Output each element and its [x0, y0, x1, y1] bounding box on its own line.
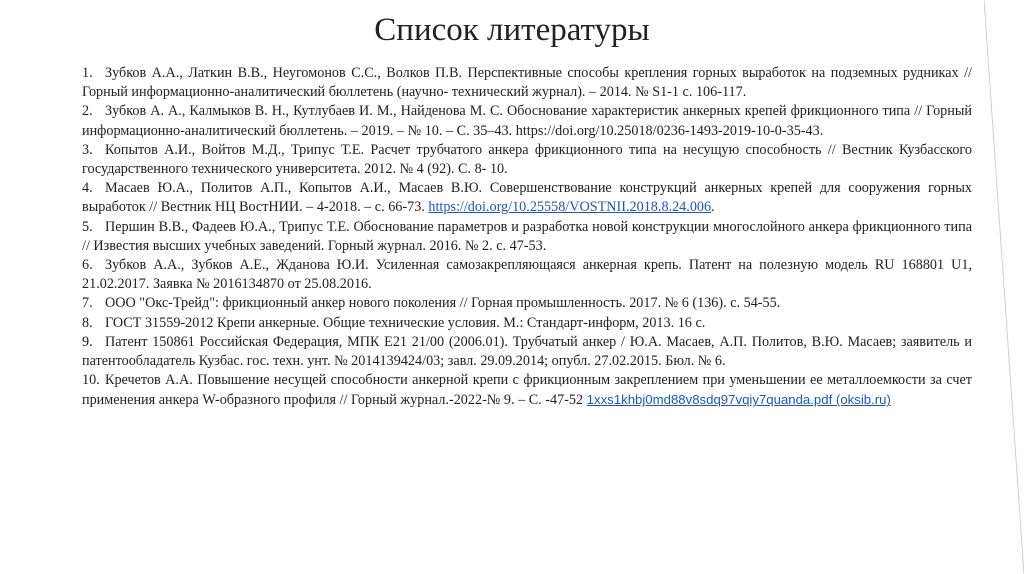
list-item: [82, 141, 972, 179]
list-item: [82, 179, 972, 217]
list-item: [82, 102, 972, 140]
reference-text: Зубков А.А., Зубков А.Е., Жданова Ю.И. Усиленная самозакрепляющаяся анкерная крепь. Патент на полезную модель RU 168801 U1, 21.02.2017. Заявка № 2016134870 от 25.08.2016.: [82, 257, 972, 293]
list-item: [82, 256, 972, 294]
list-item: [82, 294, 972, 313]
reference-number: 1.: [82, 65, 93, 81]
reference-text: Масаев Ю.А., Политов А.П., Копытов А.И., Масаев В.Ю. Совершенствование конструкций анкерных крепей для сооружения горных выработок // Вестник НЦ ВостНИИ. – 4-2018. – с. 66-73.: [82, 180, 972, 216]
reference-number: 4.: [82, 180, 93, 197]
reference-number: 2.: [82, 103, 93, 120]
reference-number: 5.: [82, 218, 93, 235]
reference-text: Кречетов А.А. Повышение несущей способности анкерной крепи с фрикционным закреплением при уменьшении ее металлоемкости за счет применения анкера W-образного профиля // Горный журнал.-2022-№ 9. – С. -47-52: [82, 372, 972, 409]
reference-number: 6.: [82, 257, 93, 274]
list-item: [82, 218, 972, 256]
reference-text: Копытов А.И., Войтов М.Д., Трипус Т.Е. Расчет трубчатого анкера фрикционного типа на несущую способность // Вестник Кузбасского государственного технического университета. 2012. № 4 (92). С. 8- 10.: [82, 141, 972, 178]
reference-text: Зубков А. А., Калмыков В. Н., Кутлубаев И. М., Найденова М. С. Обоснование характеристик анкерных крепей фрикционного типа // Горный информационно-аналитический бюллетень. – 2019. – № 10. – С. 35–43. https://doi.org/10.25018/0236-1493-2019-10-0-35-43.: [82, 103, 972, 139]
doi-link[interactable]: https://doi.org/10.25558/VOSTNII.2018.8.24.006: [428, 199, 712, 216]
list-item: [82, 333, 972, 371]
reference-text: Першин В.В., Фадеев Ю.А., Трипус Т.Е. Обоснование параметров и разработка новой конструкции многослойного анкера фрикционного типа // Известия высших учебных заведений. Горный журнал. 2016. № 2. с. 47-53.: [82, 218, 972, 254]
reference-text: ООО "Окс-Трейд": фрикционный анкер нового поколения // Горная промышленность. 2017. № 6 (136). с. 54-55.: [105, 295, 781, 312]
list-item: [82, 371, 972, 410]
reference-number: 9.: [82, 333, 93, 350]
reference-text-end: .: [711, 199, 715, 216]
decorative-corner-line: [984, 0, 1024, 574]
pdf-link[interactable]: 1xxs1khbj0md88v8sdq97vqiy7quanda.pdf (oksib.ru): [586, 392, 891, 408]
reference-text: Зубков А.А., Латкин В.В., Неугомонов С.С., Волков П.В. Перспективные способы крепления горных выработок на подземных рудниках // Горный информационно-аналитический бюллетень (научно- технический журнал). – 2014. № S1-1 с. 106-117.: [82, 65, 972, 101]
reference-number: 10.: [82, 372, 100, 389]
reference-text: Патент 150861 Российская Федерация, МПК E21 21/00 (2006.01). Трубчатый анкер / Ю.А. Масаев, А.П. Политов, В.Ю. Масаев; заявитель и патентообладатель Кузбас. гос. техн. унт. № 2014139424/03; завл. 29.09.2014; опубл. 27.02.2015. Бюл. № 6.: [82, 333, 972, 370]
reference-number: 7.: [82, 295, 93, 312]
reference-number: 3.: [82, 141, 93, 158]
page-title: Список литературы: [374, 12, 650, 48]
reference-text: ГОСТ 31559-2012 Крепи анкерные. Общие технические условия. М.: Стандарт-информ, 2013. 16 с.: [105, 314, 706, 331]
list-item: [82, 64, 972, 102]
reference-number: 8.: [82, 314, 93, 331]
reference-list: [82, 64, 972, 411]
list-item: [82, 314, 972, 333]
